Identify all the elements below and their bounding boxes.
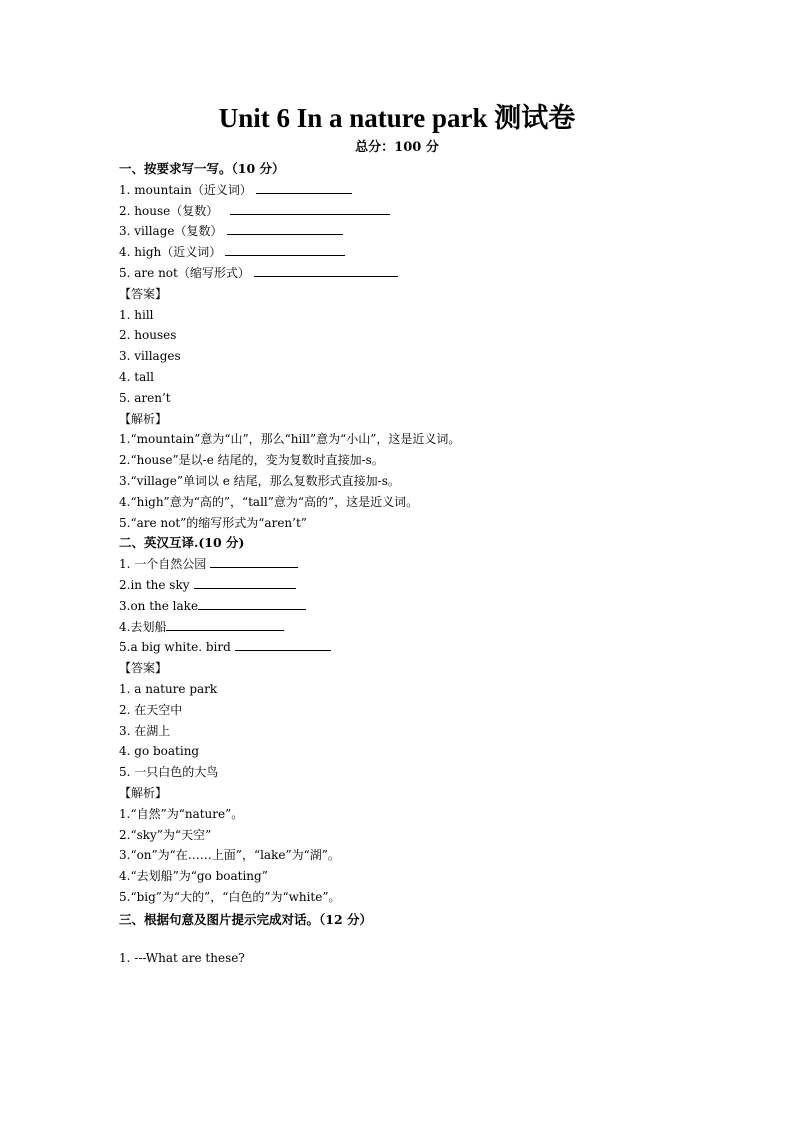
- answer-blank: [194, 575, 296, 589]
- answer-line: 5. 一只白色的大鸟: [119, 765, 219, 780]
- analysis-line: 2.“sky”为“天空”: [119, 827, 212, 842]
- analysis-line: 4.“去划船”为“go boating”: [119, 869, 268, 884]
- document-body: [119, 159, 679, 969]
- question-text: 1. 一个自然公园: [119, 557, 207, 572]
- question-text: 4. high（近义词）: [119, 245, 222, 260]
- answer-blank: [166, 617, 284, 631]
- question-line: [119, 637, 679, 658]
- question-text: 4.去划船: [119, 619, 167, 634]
- question-text: 2. house（复数）: [119, 203, 219, 218]
- section2-heading: 二、英汉互译.(10 分): [119, 535, 245, 551]
- section1-heading: 一、按要求写一写。（10 分）: [119, 161, 285, 176]
- section3-heading: 三、根据句意及图片提示完成对话。（12 分）: [119, 911, 372, 927]
- answer-blank: [198, 596, 306, 610]
- analysis-label: 【解析】: [119, 411, 168, 426]
- answer-blank: [225, 242, 345, 256]
- question-line: [119, 617, 679, 638]
- answer-blank: [227, 221, 343, 235]
- analysis-label: 【解析】: [119, 785, 168, 800]
- question-text: 3.on the lake: [119, 598, 199, 613]
- answer-blank: [210, 554, 298, 568]
- answer-line: 3. 在湖上: [119, 723, 171, 738]
- total-score: 总分：100 分: [355, 140, 439, 155]
- question-text: 5.a big white. bird: [119, 640, 231, 655]
- analysis-line: 1.“自然”为“nature”。: [119, 806, 244, 821]
- answer-blank: [235, 637, 331, 651]
- question-text: 2.in the sky: [119, 577, 190, 592]
- answer-line: 4. go boating: [119, 744, 200, 759]
- answer-blank: [256, 180, 352, 194]
- analysis-line: 3.“village”单词以 e 结尾，那么复数形式直接加-s。: [119, 473, 400, 488]
- answer-label: 【答案】: [119, 661, 168, 676]
- answer-blank: [230, 201, 390, 215]
- spacer: [119, 930, 679, 948]
- answer-line: 1. a nature park: [119, 681, 218, 696]
- answer-label: 【答案】: [119, 286, 168, 301]
- question-line: [119, 180, 679, 201]
- page-title: Unit 6 In a nature park 测试卷: [218, 103, 576, 133]
- question-line: [119, 221, 679, 242]
- answer-line: 4. tall: [119, 369, 154, 384]
- question-text: 3. village（复数）: [119, 224, 223, 239]
- analysis-line: 4.“high”意为“高的”，“tall”意为“高的”，这是近义词。: [119, 494, 419, 509]
- answer-line: 3. villages: [119, 349, 181, 364]
- answer-line: 5. aren’t: [119, 390, 171, 405]
- question-line: [119, 575, 679, 596]
- question-line: [119, 554, 679, 575]
- question-text: 1. mountain（近义词）: [119, 182, 252, 197]
- analysis-line: 3.“on”为“在……上面”，“lake”为“湖”。: [119, 848, 340, 863]
- analysis-line: 2.“house”是以-e 结尾的，变为复数时直接加-s。: [119, 453, 384, 468]
- question-line: [119, 242, 679, 263]
- answer-line: 1. hill: [119, 307, 154, 322]
- question-text: 5. are not（缩写形式）: [119, 265, 250, 280]
- question-line: 1. ---What are these?: [119, 951, 245, 966]
- analysis-line: 5.“big”为“大的”，“白色的”为“white”。: [119, 889, 341, 904]
- answer-line: 2. houses: [119, 328, 177, 343]
- question-line: [119, 596, 679, 617]
- question-line: [119, 201, 679, 222]
- analysis-line: 1.“mountain”意为“山”，那么“hill”意为“小山”，这是近义词。: [119, 432, 461, 447]
- answer-blank: [254, 263, 398, 277]
- answer-line: 2. 在天空中: [119, 702, 183, 717]
- question-line: [119, 263, 679, 284]
- analysis-line: 5.“are not”的缩写形式为“aren’t”: [119, 515, 307, 530]
